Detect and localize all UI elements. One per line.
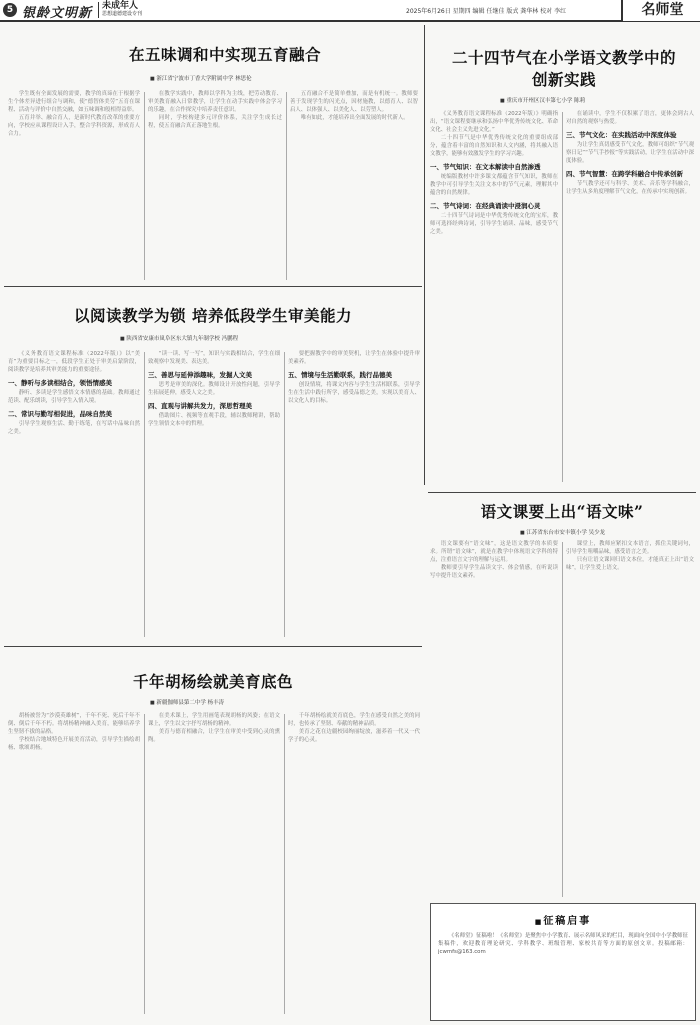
call-for-papers-text — [438, 932, 688, 1014]
article5-body-col3: 千年胡杨绘就美育底色，学生在感受自然之美的同时，也传承了坚韧、奉献的精神品质。 美育之花在边疆校园绚丽绽放，滋养着一代又一代学子的心灵。 — [288, 713, 420, 743]
article3-subheading: 四、直观与讲解共发力，深思哲理美 — [148, 402, 252, 410]
edition-info: 2025年6月26日 星期四 编辑 任继佳 版式 龚华林 校对 李红 — [406, 8, 567, 15]
column-divider — [144, 714, 145, 1014]
article5-body-col2: 在美术课上，学生用画笔表现胡杨的风姿；在语文课上，学生以文字抒写胡杨的精神。 美育与德育相融合，让学生在审美中受到心灵的熏陶。 — [148, 713, 280, 743]
article3-title: 以阅读教学为锁 培养低段学生审美能力 — [74, 306, 352, 325]
article4-body-col2: 课堂上，教师应紧扣文本语言，抓住关键词句，引导学生咀嚼品味，感受语言之美。 只有让语文课回归语文本位，才能真正上出“语文味”，让学生爱上语文。 — [566, 541, 694, 571]
article1-body-col1: 学生既有全面发展的需要，教学的真谛在于根据学生个体差异进行组合与调和，使“德智体美劳”五育在课程、活动与评价中自然交融，如五味调和般相得益彰。 五育并举、融合育人，是新时代教育改革的重要方向，学校应从课程设计入手，整合学科资源，形成育人合力。 — [8, 91, 140, 137]
supplement-title: 未成年人 — [102, 1, 139, 11]
article3-body-col1: 《义务教育语文课程标准（2022年版）》以“美育”为重要目标之一，低段学生正处于审美启蒙阶段，阅读教学是培养其审美能力的重要途径。 一、静听与多读相结合，领悟情感美 静听、多读是学生感悟文本情感的基础。教师通过范读、配乐朗读，引导学生入情入境。 二、常识与勤写相促进，品味自然美 引导学生观察生活、勤于练笔，在写话中品味自然之美。 — [8, 351, 140, 435]
article5-title: 千年胡杨绘就美育底色 — [132, 672, 293, 691]
article3-byline: ■ 陕西省安康市岚阜区东大镇九年制学校 冯鹏程 — [120, 334, 238, 342]
article3-body-col3: 要把握教学中的审美契机，让学生在体验中提升审美素养。 五、情境与生活勤联系，践行品德美 创设情境，将课文内容与学生生活相联系，引导学生在生活中践行所学，感受品德之美，实现以美育人、以文化人的目标。 — [288, 351, 420, 404]
article2-title-line2: 创新实践 — [531, 70, 596, 89]
article1-body-col2: 在教学实践中，教师以学科为主线，把劳动教育、审美教育融入日常教学，让学生在动手实践中体会学习的乐趣，在合作探究中培养责任意识。 同时，学校构建多元评价体系，关注学生成长过程，使五育融合真正落地生根。 — [148, 91, 282, 129]
call-for-papers-title: ■ 征稿启事 — [430, 912, 696, 927]
article4-body-col1: 语文课要有“语文味”，这是语文教学的本质要求。所谓“语文味”，就是在教学中体现语文学科的特点，注重语言文字的理解与运用。 教师要引导学生品读文字、体会情感，在听说读写中提升语文素养。 — [430, 541, 558, 579]
newspaper-logo: 银龄文明新 — [22, 6, 93, 21]
article3-subheading: 三、善思与延伸添趣味，发掘人文美 — [148, 371, 252, 379]
article2-subheading: 一、节气知识：在文本解读中自然渗透 — [430, 163, 541, 171]
article4-byline: ■ 江苏省东台市安丰镇小学 吴少龙 — [520, 528, 605, 536]
article1-byline: ■ 浙江省宁波市丁香大学附属中学 林思伦 — [150, 74, 252, 82]
article1-body-col3: 五育融合不是简单叠加，而是有机统一。教师要善于发现学生的闪光点，因材施教，以德育人、以智启人、以体强人、以美化人、以劳塑人。 唯有如此，才能培养出全面发展的时代新人。 — [290, 91, 418, 121]
horizontal-rule — [4, 286, 422, 287]
article4-title: 语文课要上出“语文味” — [480, 502, 644, 521]
horizontal-rule — [4, 646, 422, 647]
column-divider — [562, 542, 563, 897]
page-number: 5 — [3, 3, 17, 17]
supplement-subtitle: 思想道德建设专刊 — [102, 11, 143, 17]
article3-subheading: 五、情境与生活勤联系，践行品德美 — [288, 371, 392, 379]
column-divider — [562, 112, 563, 482]
column-divider — [284, 714, 285, 1014]
article2-title-line1: 二十四节气在小学语文教学中的 — [451, 48, 676, 67]
article2-intro: 《义务教育语文课程标准（2022年版）》明确指出，“语文课程要继承和弘扬中华优秀传统文化、革命文化、社会主义先进文化。” — [430, 111, 558, 133]
article1-title: 在五味调和中实现五育融合 — [128, 45, 321, 64]
section-title: 名师堂 — [621, 0, 700, 21]
article2-subheading: 二、节气诗词：在经典诵读中浸润心灵 — [430, 202, 541, 210]
article2-body-col2: 在诵读中，学生不仅积累了语言，更体会到古人对自然的观察与热爱。 三、节气文化：在实践活动中深度体验 为让学生真切感受节气文化，教师可组织“节气观察日记”“节气手抄报”等实践活动，让学生在活动中深度体验。 四、节气智慧：在跨学科融合中传承创新 节气教学还可与科学、美术、音乐等学科融合，让学生从多角度理解节气文化，在传承中实现创新。 — [566, 111, 694, 195]
article3-subheading: 二、常识与勤写相促进，品味自然美 — [8, 410, 112, 418]
column-divider — [284, 352, 285, 637]
column-divider — [144, 92, 145, 280]
horizontal-rule — [428, 492, 696, 493]
article2-subheading: 四、节气智慧：在跨学科融合中传承创新 — [566, 170, 683, 178]
article5-body-col1: 胡杨被誉为“沙漠英雄树”，千年不死、死后千年不倒、倒后千年不朽。将胡杨精神融入美育，能够培养学生坚韧不拔的品格。 学校结合地域特色开展美育活动，引导学生描绘胡杨、歌颂胡杨。 — [8, 713, 140, 751]
article3-subheading: 一、静听与多读相结合，领悟情感美 — [8, 379, 112, 387]
article2-body-col1: 《义务教育语文课程标准（2022年版）》明确指出，“语文课程要继承和弘扬中华优秀传统文化、革命文化、社会主义先进文化。” 二十四节气是中华优秀传统文化的重要组成部分，蕴含着丰富的自然知识和人文内涵，将其融入语文教学，能够有效激发学生的学习兴趣。 一、节气知识：在文本解读中自然渗透 统编版教材中许多课文都蕴含节气知识，教师在教学中可引导学生关注文本中的节气元素，理解其中蕴含的自然规律。 二、节气诗词：在经典诵读中浸润心灵 二十四节气诗词是中华优秀传统文化的宝库，教师可选择经典诗词，引导学生诵读、品味，感受节气之美。 — [430, 111, 558, 235]
article2-divider — [424, 25, 425, 485]
article5-byline: ■ 新疆伽师县第二中学 杨丰涛 — [150, 698, 224, 706]
column-divider — [286, 92, 287, 280]
article3-body-col2: “读一读、写一写”，知识与实践相结合，学生在细致观察中发现美、表达美。 三、善思与延伸添趣味，发掘人文美 思考是审美的深化。教师设计开放性问题，引导学生拓展延伸，感受人文之美。 四、直观与讲解共发力，深思哲理美 借助图片、视频等直观手段，辅以教师精讲，帮助学生领悟文本中的哲理。 — [148, 351, 280, 427]
column-divider — [144, 352, 145, 637]
supplement-name — [98, 2, 142, 18]
call-for-papers-text-paragraph: 《名师堂》征稿啦！《名师堂》是聚焦中小学教育、展示名师风采的栏目，现面向全国中小学教师征集稿件，欢迎教育理论研究、学科教学、班级管理、家校共育等方面的原创文章。投稿邮箱：jcwmfs@163.com — [438, 933, 688, 955]
article2-byline: ■ 重庆市开州区汉丰第七小学 陈莉 — [500, 96, 585, 104]
article2-subheading: 三、节气文化：在实践活动中深度体验 — [566, 131, 677, 139]
